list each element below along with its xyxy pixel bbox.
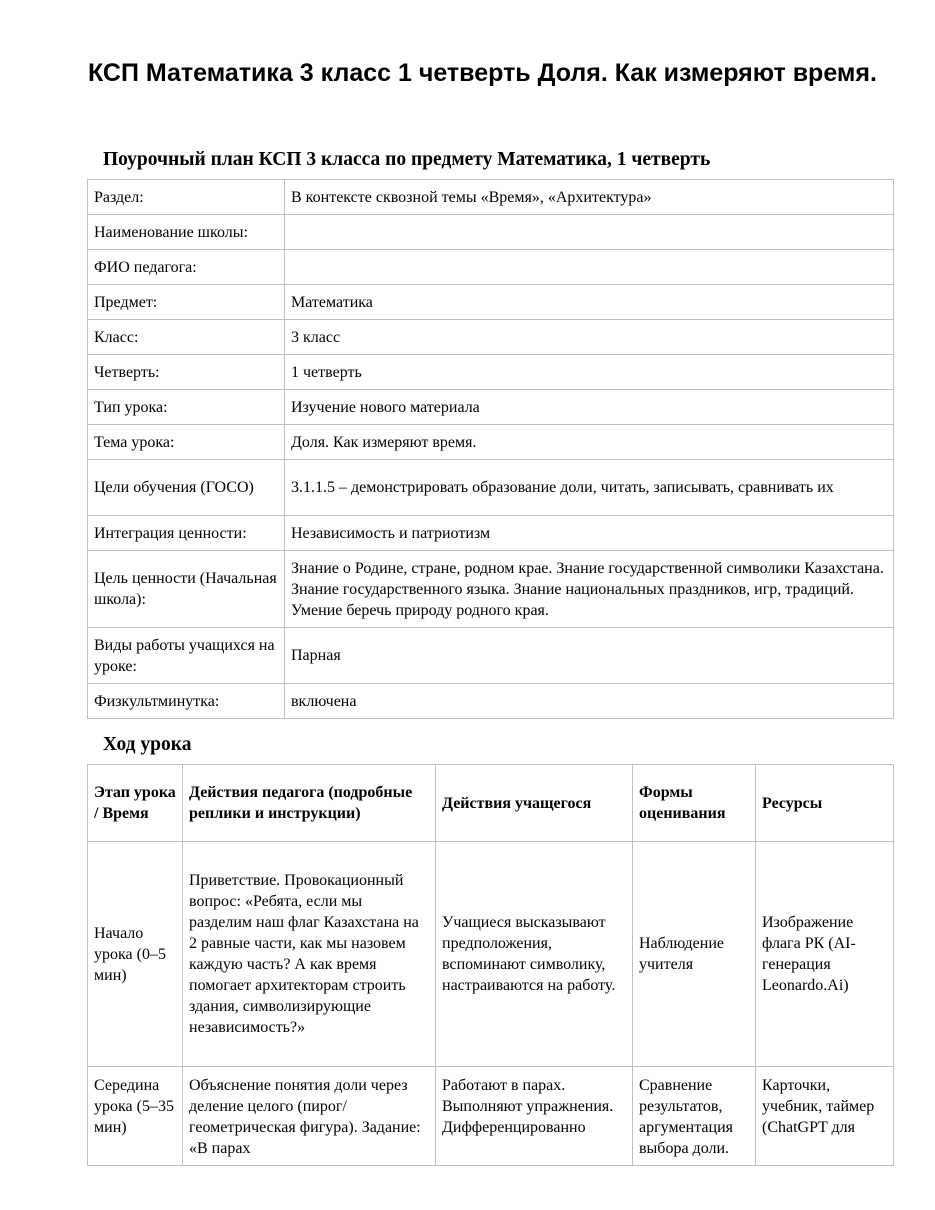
header-student: Действия учащегося — [436, 765, 633, 842]
info-label: Тип урока: — [88, 390, 285, 425]
info-value: Доля. Как измеряют время. — [285, 425, 894, 460]
header-assessment: Формы оценивания — [633, 765, 756, 842]
plan-heading: Поурочный план КСП 3 класса по предмету Математика, 1 четверть — [103, 149, 711, 170]
info-value — [285, 250, 894, 285]
cell-assessment: Наблюдение учителя — [633, 842, 756, 1067]
info-value: В контексте сквозной темы «Время», «Архитектура» — [285, 180, 894, 215]
info-label: Четверть: — [88, 355, 285, 390]
info-value: 1 четверть — [285, 355, 894, 390]
info-value: 3.1.1.5 – демонстрировать образование доли, читать, записывать, сравнивать их — [285, 460, 894, 516]
page-title: КСП Математика 3 класс 1 четверть Доля. Как измеряют время. — [88, 59, 877, 87]
cell-stage: Середина урока (5–35 мин) — [88, 1067, 183, 1166]
info-row-school — [88, 215, 894, 250]
info-row-lesson-type — [88, 390, 894, 425]
info-value — [285, 215, 894, 250]
info-label: Интеграция ценности: — [88, 516, 285, 551]
info-row-exercise-break — [88, 684, 894, 719]
info-label: Предмет: — [88, 285, 285, 320]
header-teacher: Действия педагога (подробные реплики и инструкции) — [183, 765, 436, 842]
info-label: Наименование школы: — [88, 215, 285, 250]
header-stage: Этап урока / Время — [88, 765, 183, 842]
info-label: Тема урока: — [88, 425, 285, 460]
cell-student: Работают в парах. Выполняют упражнения. Дифференцированно — [436, 1067, 633, 1166]
lesson-table — [87, 764, 894, 1166]
cell-assessment: Сравнение результатов, аргументация выбора доли. — [633, 1067, 756, 1166]
info-value: Независимость и патриотизм — [285, 516, 894, 551]
cell-teacher: Объяснение понятия доли через деление целого (пирог/геометрическая фигура). Задание: «В парах — [183, 1067, 436, 1166]
info-row-teacher — [88, 250, 894, 285]
lesson-header-row — [88, 765, 894, 842]
info-label: Раздел: — [88, 180, 285, 215]
cell-stage: Начало урока (0–5 мин) — [88, 842, 183, 1067]
info-label: Цели обучения (ГОСО) — [88, 460, 285, 516]
info-value: Изучение нового материала — [285, 390, 894, 425]
info-row-value-goal — [88, 551, 894, 628]
info-label: ФИО педагога: — [88, 250, 285, 285]
info-value: включена — [285, 684, 894, 719]
info-row-quarter — [88, 355, 894, 390]
lesson-row-start — [88, 842, 894, 1067]
info-row-value-integration — [88, 516, 894, 551]
info-label: Физкультминутка: — [88, 684, 285, 719]
info-row-work-types — [88, 628, 894, 684]
cell-teacher: Приветствие. Провокационный вопрос: «Ребята, если мы разделим наш флаг Казахстана на 2 равные части, как мы назовем каждую часть? А как время помогает архитекторам строить здания, символизирующие независимость?» — [183, 842, 436, 1067]
lesson-heading: Ход урока — [103, 734, 192, 755]
info-label: Класс: — [88, 320, 285, 355]
cell-resources: Карточки, учебник, таймер (ChatGPT для — [756, 1067, 894, 1166]
info-row-subject — [88, 285, 894, 320]
info-row-grade — [88, 320, 894, 355]
info-label: Цель ценности (Начальная школа): — [88, 551, 285, 628]
info-value: Математика — [285, 285, 894, 320]
info-row-section — [88, 180, 894, 215]
info-value: 3 класс — [285, 320, 894, 355]
info-row-goals — [88, 460, 894, 516]
header-resources: Ресурсы — [756, 765, 894, 842]
cell-student: Учащиеся высказывают предположения, вспоминают символику, настраиваются на работу. — [436, 842, 633, 1067]
info-value: Парная — [285, 628, 894, 684]
cell-resources: Изображение флага РК (AI-генерация Leonardo.Ai) — [756, 842, 894, 1067]
lesson-row-middle — [88, 1067, 894, 1166]
info-row-topic — [88, 425, 894, 460]
info-table — [87, 179, 894, 719]
info-label: Виды работы учащихся на уроке: — [88, 628, 285, 684]
info-value: Знание о Родине, стране, родном крае. Знание государственной символики Казахстана. Знание государственного языка. Знание национальных праздников, игр, традиций. Умение беречь природу родного края. — [285, 551, 894, 628]
